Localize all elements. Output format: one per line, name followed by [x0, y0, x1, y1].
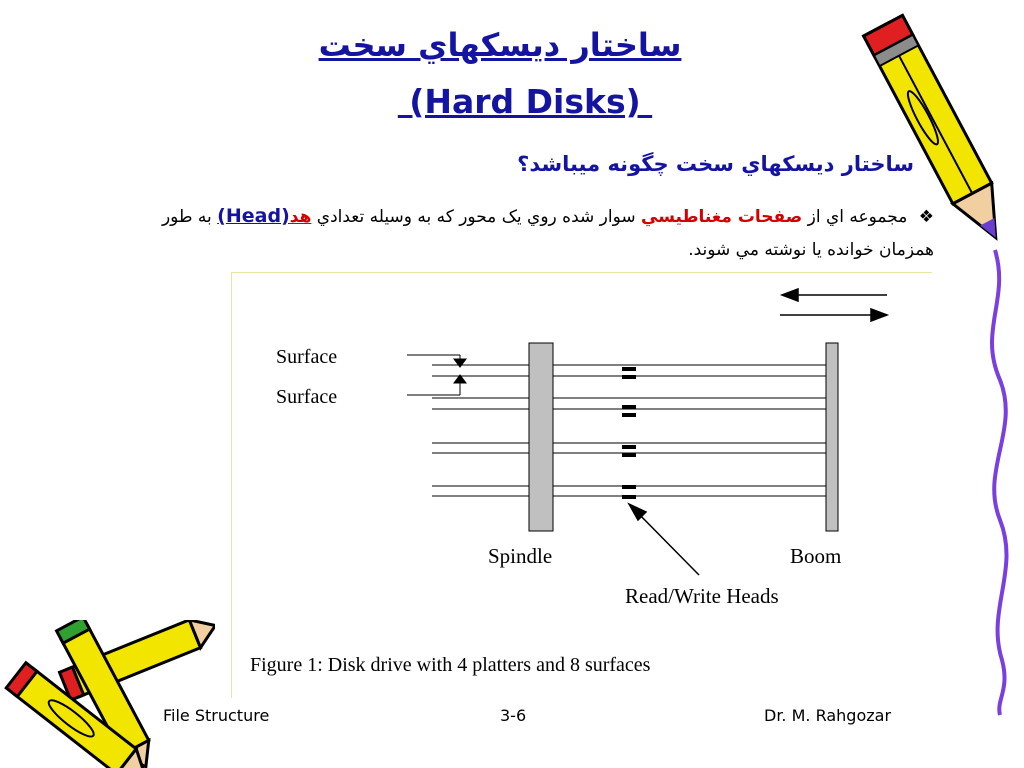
footer-center: 3-6 — [500, 706, 527, 725]
bullet-text-3: به طور همزمان خوانده یا نوشته مي شوند. — [161, 207, 934, 260]
label-boom: Boom — [790, 544, 842, 568]
question-heading: ساختار دیسکهاي سخت چگونه میباشد؟ — [517, 152, 914, 176]
label-heads: Read/Write Heads — [625, 584, 779, 608]
read-write-heads — [622, 367, 636, 499]
spindle-shape — [529, 343, 553, 531]
figure-caption: Figure 1: Disk drive with 4 platters and 8 surfaces — [250, 654, 651, 676]
label-spindle: Spindle — [488, 544, 553, 568]
slide-title-fa: ساختار دیسکهاي سخت — [318, 26, 682, 64]
bullet-item — [134, 200, 934, 267]
label-surface-2: Surface — [276, 386, 338, 408]
bullet-text-1: مجموعه اي از — [802, 207, 908, 227]
pencils-left-icon — [0, 620, 215, 768]
platter-lines — [432, 365, 837, 496]
footer-left: File Structure — [163, 706, 270, 725]
head-pointer-arrow-icon — [629, 504, 699, 575]
bullet-highlight: صفحات مغناطیسي — [641, 207, 803, 227]
footer-right: Dr. M. Rahgozar — [764, 706, 892, 725]
bullet-text-2: سوار شده روي یک محور که به وسیله تعدادي — [311, 207, 636, 227]
diamond-bullet-icon: ❖ — [918, 207, 934, 227]
pencil-right-icon — [860, 0, 1024, 720]
surface-markers — [407, 355, 466, 395]
squiggle-line — [992, 250, 1007, 715]
disk-figure — [231, 272, 932, 698]
boom-shape — [826, 343, 838, 531]
head-fa-link[interactable]: هد — [289, 207, 312, 227]
slide-title-en: (Hard Disks) — [397, 82, 653, 121]
label-surface-1: Surface — [276, 346, 338, 368]
head-en-link[interactable]: (Head) — [217, 205, 290, 227]
